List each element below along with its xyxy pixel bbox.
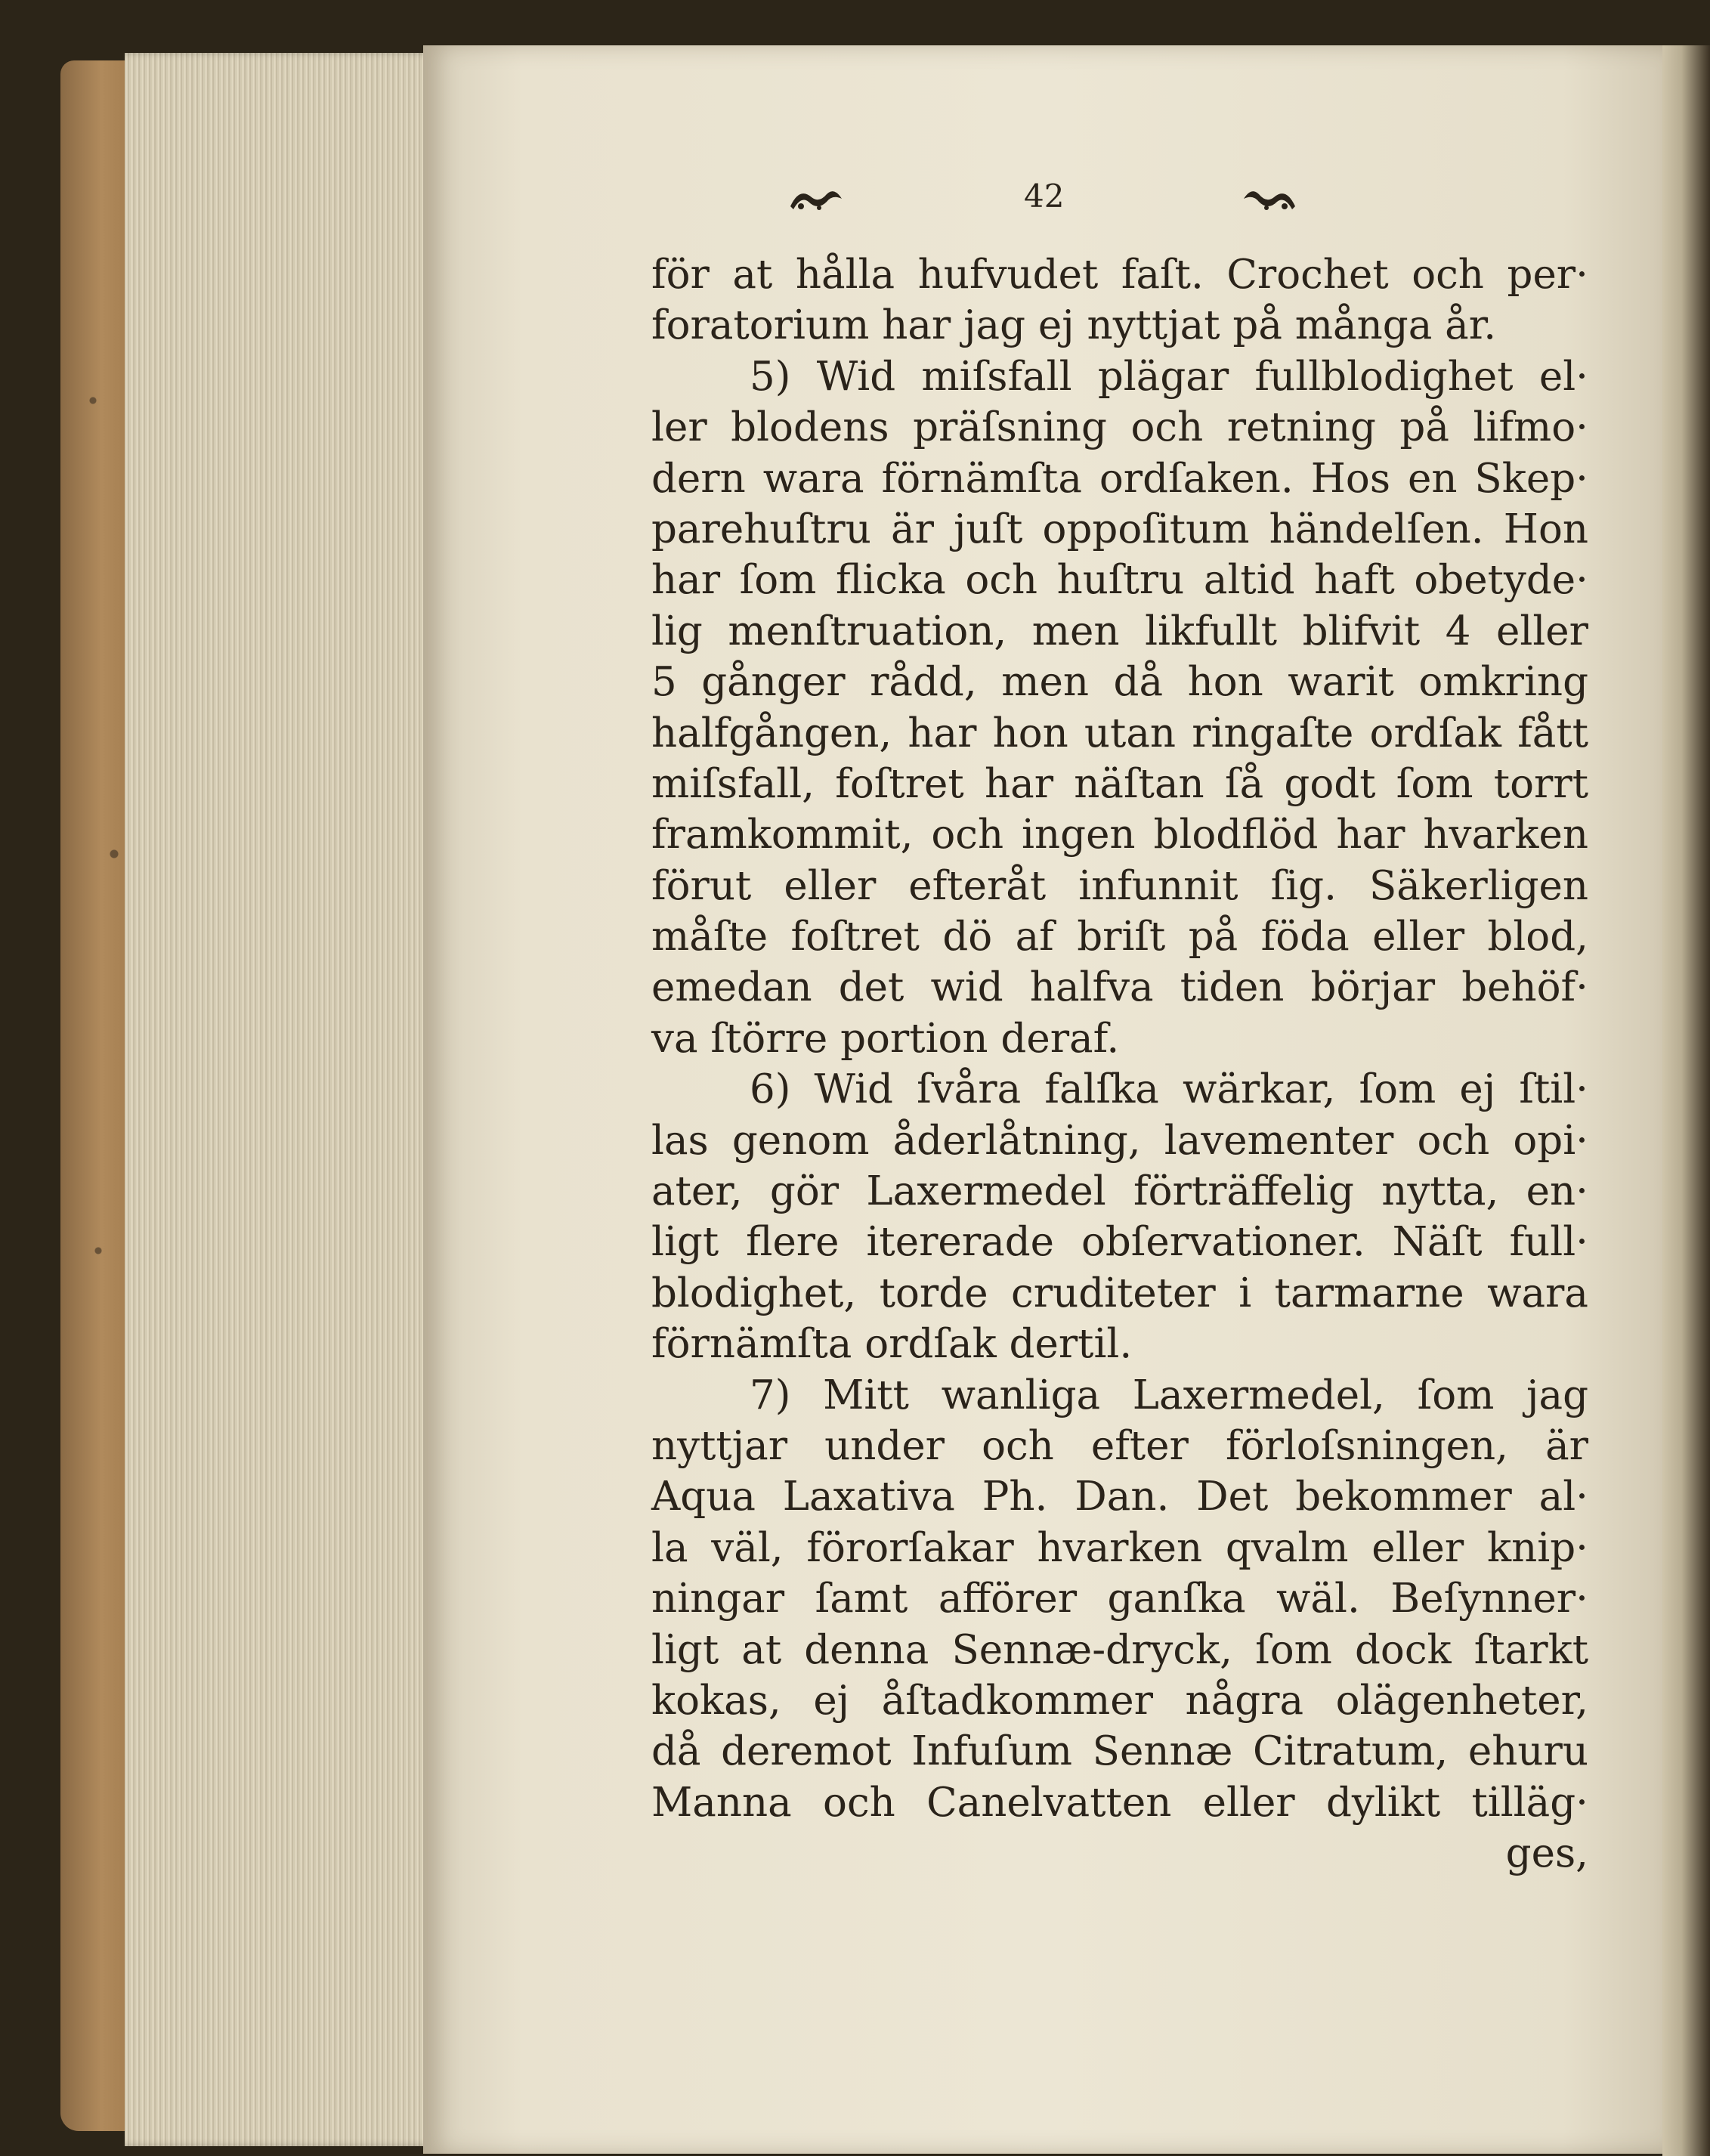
text-line: lig menſtruation, men likfullt blifvit 4 eller — [651, 608, 1588, 654]
text-line: 7) Mitt wanliga Laxermedel, ſom jag — [750, 1372, 1588, 1418]
text-line: ater, gör Laxermedel förträffelig nytta, en· — [651, 1168, 1588, 1215]
text-line: framkommit, och ingen blodflöd har hvarken — [651, 812, 1588, 858]
text-line: 5) Wid miſsfall plägar fullblodighet el· — [750, 353, 1588, 400]
text-line: Aqua Laxativa Ph. Dan. Det bekommer al· — [651, 1474, 1588, 1520]
text-line: 5 gånger rådd, men då hon warit omkring — [651, 659, 1588, 706]
text-line: ningar ſamt afförer ganſka wäl. Beſynner· — [651, 1576, 1588, 1622]
facing-page-edge — [1662, 45, 1710, 2156]
text-line: Manna och Canelvatten eller dylikt tilläg· — [651, 1779, 1588, 1826]
text-line: ges, — [1505, 1830, 1588, 1877]
text-line: halfgången, har hon utan ringaſte ordſak fått — [651, 710, 1588, 756]
text-line: för at hålla hufvudet faſt. Crochet och per· — [651, 252, 1588, 298]
right-fleuron-icon — [1239, 184, 1300, 214]
text-line: emedan det wid halfva tiden börjar behöf· — [651, 964, 1588, 1011]
text-line: miſsfall, foſtret har näſtan ſå godt ſom torrt — [651, 760, 1588, 807]
text-line: förut eller efteråt infunnit ſig. Säkerligen — [651, 862, 1588, 909]
text-line: va ſtörre portion deraf. — [651, 1015, 1120, 1062]
text-line: ligt flere itererade obſervationer. Näſt full· — [651, 1219, 1588, 1266]
running-header — [786, 170, 1315, 223]
page-number: 42 — [1024, 178, 1065, 215]
body-text — [651, 249, 1588, 1879]
text-line: 6) Wid ſvåra falſka wärkar, ſom ej ſtil· — [750, 1066, 1588, 1113]
text-line: ler blodens präſsning och retning på lifmo· — [651, 404, 1588, 451]
text-line: las genom åderlåtning, lavementer och opi· — [651, 1117, 1588, 1164]
text-line: då deremot Infuſum Sennæ Citratum, ehuru — [651, 1728, 1588, 1775]
text-line: nyttjar under och efter förloſsningen, är — [651, 1422, 1588, 1469]
left-fleuron-icon — [786, 184, 846, 214]
text-line: kokas, ej åſtadkommer några olägenheter, — [651, 1677, 1588, 1724]
text-line: ligt at denna Sennæ-dryck, ſom dock ſtarkt — [651, 1626, 1588, 1673]
text-line: dern wara förnämſta ordſaken. Hos en Skep· — [651, 455, 1588, 502]
text-line: blodighet, torde cruditeter i tarmarne wara — [651, 1270, 1588, 1316]
text-line: måſte foſtret dö af briſt på föda eller blod, — [651, 914, 1588, 960]
text-line: foratorium har jag ej nyttjat på många år. — [651, 302, 1497, 349]
text-line: parehuſtru är juſt oppoſitum händelſen. Hon — [651, 506, 1588, 552]
text-line: förnämſta ordſak dertil. — [651, 1321, 1133, 1368]
text-line: har ſom flicka och huſtru altid haft obetyde· — [651, 557, 1588, 604]
text-line: la väl, förorſakar hvarken qvalm eller knip· — [651, 1524, 1588, 1571]
